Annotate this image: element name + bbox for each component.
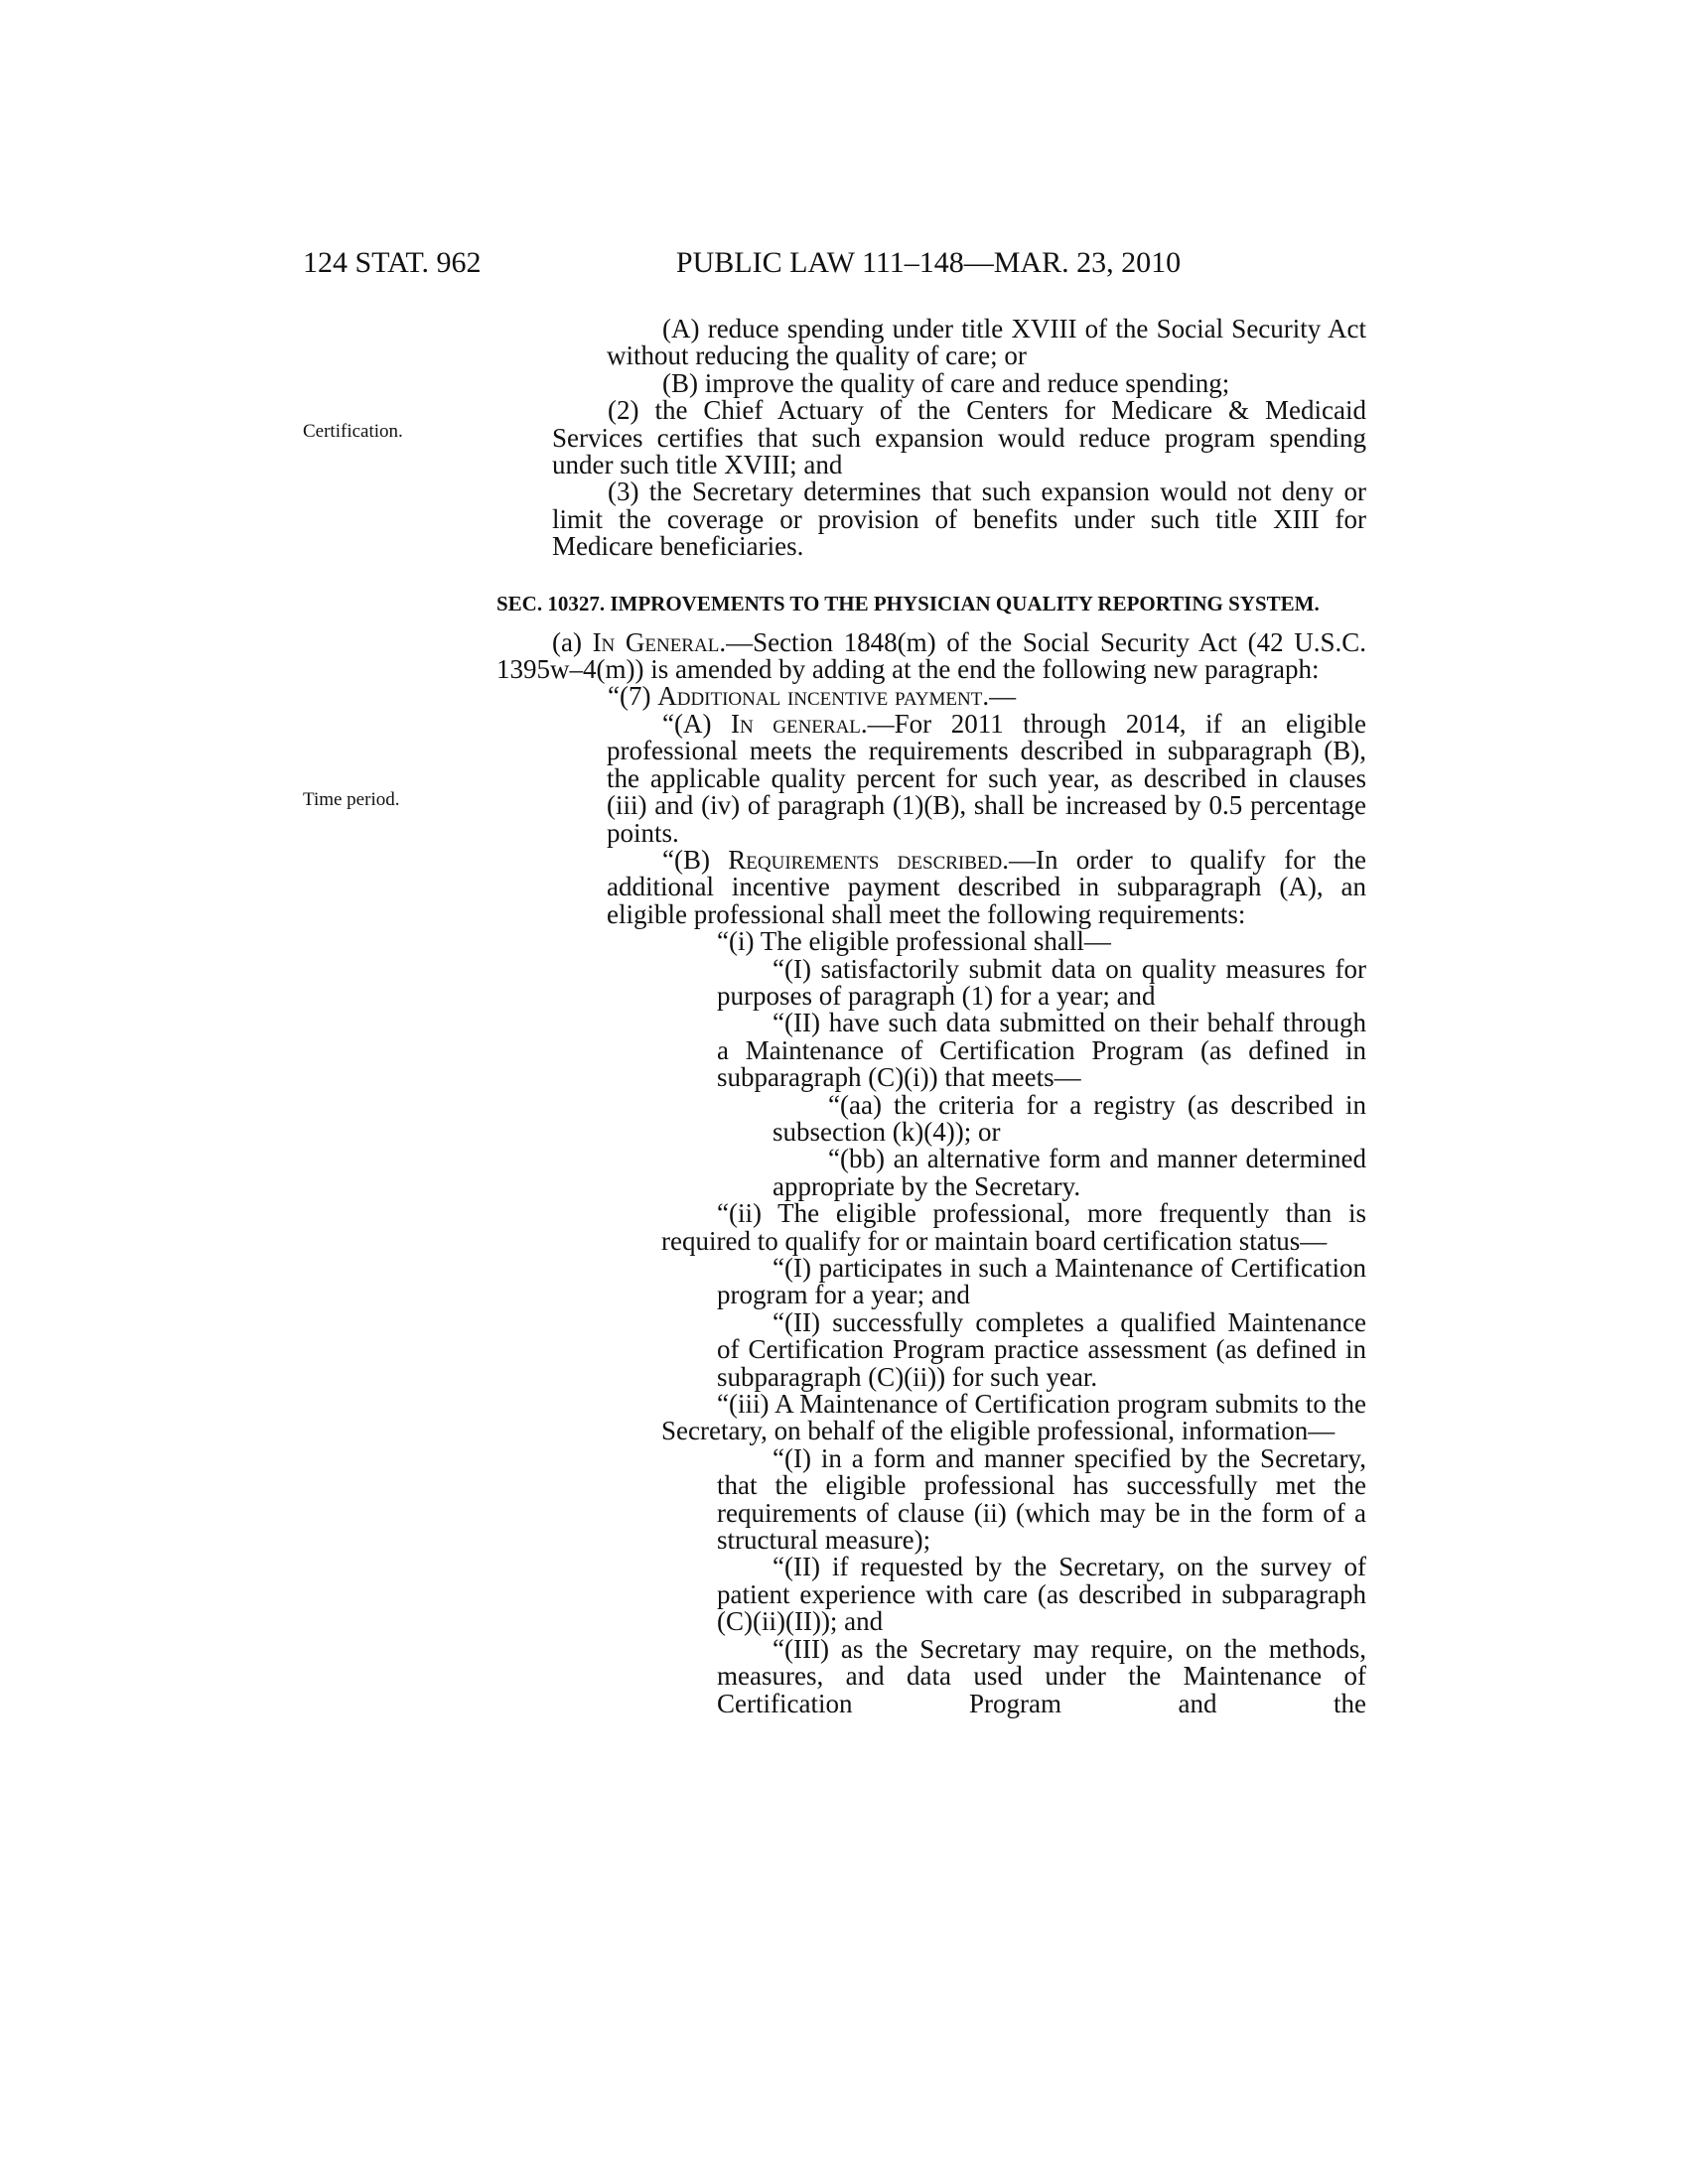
running-head: PUBLIC LAW 111–148—MAR. 23, 2010	[675, 246, 1182, 279]
margin-note-certification: Certification.	[303, 421, 403, 442]
clause-ii: “(ii) The eligible professional, more frequently than is required to qualify for or maintain board certification status—	[661, 1198, 1366, 1256]
clause-ii-subclause-I: “(I) participates in such a Maintenance of Certification program for a year; and	[717, 1253, 1366, 1310]
paragraph-3-secretary: (3) the Secretary determines that such expansion would not deny or limit the coverage or provision of benefits under such title XIII for Medicare beneficiaries.	[552, 477, 1366, 562]
clause-A-reduce-spending: (A) reduce spending under title XVIII of the Social Security Act without reducing the quality of care; or	[607, 314, 1366, 371]
clause-B-improve-quality: (B) improve the quality of care and reduce spending;	[662, 367, 1230, 398]
clause-iii-subclause-II: “(II) if requested by the Secretary, on the survey of patient experience with care (as described in subparagraph (C)(ii)(II)); and	[717, 1552, 1366, 1637]
paragraph-7-heading: “(7) Additional incentive payment.—	[608, 681, 1017, 712]
statute-body	[496, 316, 1366, 1717]
clause-iii-subclause-III: “(III) as the Secretary may require, on the methods, measures, and data used under the Maintenance of Certification Program and the	[717, 1633, 1366, 1718]
margin-note-time-period: Time period.	[303, 789, 400, 810]
subparagraph-B: “(B) Requirements described.—In order to qualify for the additional incentive payment described in subparagraph (A), an eligible professional shall meet the following requirements:	[607, 844, 1367, 929]
subparagraph-A: “(A) In general.—For 2011 through 2014, if an eligible professional meets the requirements described in subparagraph (B), the applicable quality percent for such year, as described in clauses (iii) and (iv) of paragraph (1)(B), shall be increased by 0.5 percentage points.	[607, 708, 1367, 848]
clause-ii-subclause-II: “(II) successfully completes a qualified Maintenance of Certification Program practice assessment (as defined in subparagraph (C)(ii)) for such year.	[717, 1306, 1366, 1392]
clause-iii-subclause-I: “(I) in a form and manner specified by the Secretary, that the eligible professional has successfully met the requirements of clause (ii) (which may be in the form of a structural measure);	[717, 1442, 1366, 1556]
paragraph-2-certification: (2) the Chief Actuary of the Centers for Medicare & Medicaid Services certifies that such expansion would reduce program spending under such title XVIII; and	[552, 395, 1366, 480]
clause-i: “(i) The eligible professional shall—	[717, 926, 1111, 957]
section-heading: SEC. 10327. IMPROVEMENTS TO THE PHYSICIAN QUALITY REPORTING SYSTEM.	[496, 591, 1320, 615]
statute-page-number: 124 STAT. 962	[303, 246, 482, 279]
clause-iii: “(iii) A Maintenance of Certification program submits to the Secretary, on behalf of the eligible professional, information—	[661, 1389, 1366, 1446]
clause-i-subclause-II: “(II) have such data submitted on their behalf through a Maintenance of Certification Program (as defined in subparagraph (C)(i)) that meets—	[717, 1008, 1366, 1093]
item-bb: “(bb) an alternative form and manner determined appropriate by the Secretary.	[773, 1144, 1366, 1201]
item-aa: “(aa) the criteria for a registry (as described in subsection (k)(4)); or	[773, 1089, 1366, 1147]
clause-i-subclause-I: “(I) satisfactorily submit data on quality measures for purposes of paragraph (1) for a year; and	[717, 953, 1366, 1011]
subsection-a: (a) In General.—Section 1848(m) of the Social Security Act (42 U.S.C. 1395w–4(m)) is amended by adding at the end the following new paragraph:	[496, 626, 1366, 685]
